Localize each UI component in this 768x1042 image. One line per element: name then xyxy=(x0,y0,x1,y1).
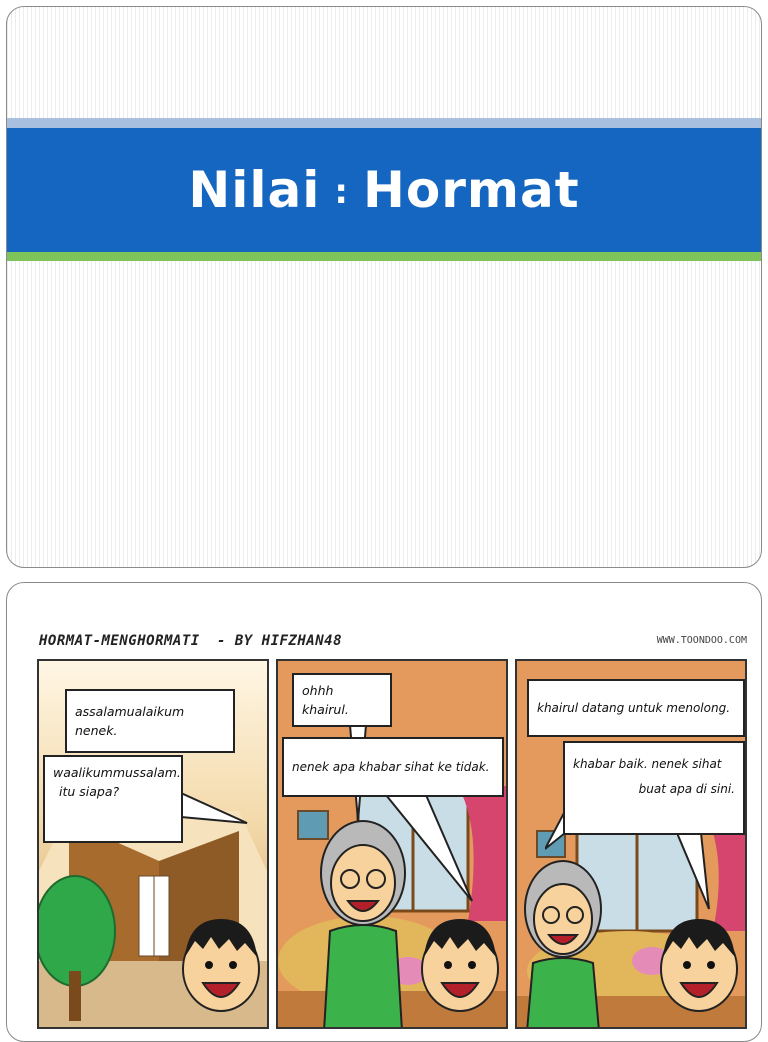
grandmother-character-illustration xyxy=(523,851,603,1029)
comic-panel-1 xyxy=(37,659,269,1029)
bubble-tail xyxy=(181,787,251,827)
bubble-text: nenek apa khabar sihat ke tidak. xyxy=(292,759,490,774)
speech-bubble-reply xyxy=(43,755,183,843)
slide-title xyxy=(188,161,579,219)
title-band-bottom-stripe xyxy=(7,252,761,261)
comic-panel-2 xyxy=(276,659,508,1029)
bubble-text-line1: waalikummussalam. xyxy=(53,765,181,780)
title-colon: : xyxy=(334,172,349,212)
speech-bubble-khabar xyxy=(282,737,504,797)
boy-character-illustration xyxy=(175,899,267,1029)
bubble-text-line2: buat apa di sini. xyxy=(638,781,735,796)
comic-title: HORMAT-MENGHORMATI xyxy=(39,633,200,649)
boy-character-illustration xyxy=(653,899,745,1029)
bubble-tail xyxy=(386,795,476,905)
title-band-top-stripe xyxy=(7,118,761,128)
bubble-text: assalamualaikum nenek. xyxy=(75,703,185,738)
bubble-text-line2: itu siapa? xyxy=(59,784,120,800)
speech-bubble-menolong xyxy=(527,679,745,737)
speech-bubble-khabar-baik xyxy=(563,741,745,835)
speech-bubble-salam xyxy=(65,689,235,753)
bubble-text: khairul datang untuk menolong. xyxy=(537,700,731,715)
title-word-hormat: Hormat xyxy=(363,161,580,219)
comic-panel-3 xyxy=(515,659,747,1029)
comic-author: - BY HIFZHAN48 xyxy=(217,633,343,649)
bubble-text: ohhh khairul. xyxy=(302,682,349,717)
bubble-tail xyxy=(677,833,713,913)
bubble-text-line1: khabar baik. nenek sihat xyxy=(573,757,722,771)
title-slide xyxy=(6,6,762,568)
comic-header xyxy=(39,633,747,653)
title-band xyxy=(7,128,761,252)
comic-site: WWW.TOONDOO.COM xyxy=(656,635,747,646)
comic-slide xyxy=(6,582,762,1042)
boy-character-illustration xyxy=(414,899,506,1029)
title-word-nilai: Nilai xyxy=(188,161,321,219)
speech-bubble-ohhh xyxy=(292,673,392,727)
